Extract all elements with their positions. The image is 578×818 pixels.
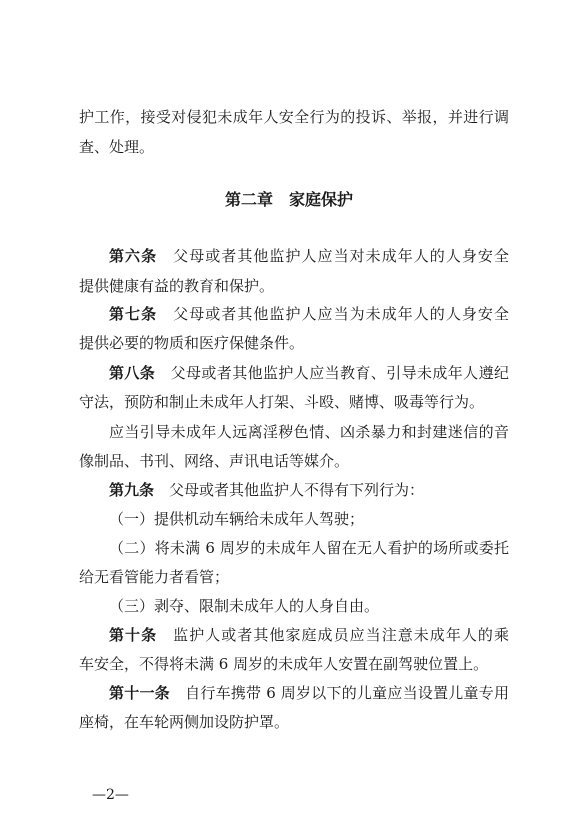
article-7-first-line — [109, 302, 509, 326]
list-item: （一）提供机动车辆给未成年人驾驶； — [109, 510, 365, 528]
article-line: 车安全，不得将未满 6 周岁的未成年人安置在副驾驶位置上。 — [79, 655, 489, 673]
article-label: 第九条 — [109, 481, 155, 499]
article-text: 监护人或者其他家庭成员应当注意未成年人的乘 — [173, 626, 509, 644]
article-label: 第十一条 — [109, 684, 170, 702]
article-line: 像制品、书刊、网络、声讯电话等媒介。 — [79, 452, 350, 470]
article-label: 第八条 — [109, 364, 156, 382]
article-label: 第七条 — [109, 305, 158, 323]
article-11-first-line — [109, 681, 509, 705]
article-line: 提供健康有益的教育和保护。 — [79, 277, 275, 295]
article-text: 父母或者其他监护人应当教育、引导未成年人遵纪 — [170, 364, 509, 382]
article-label: 第六条 — [109, 247, 158, 265]
chapter-title: 第二章 家庭保护 — [224, 190, 353, 209]
article-9-first-line — [109, 478, 509, 502]
intro-line: 护工作，接受对侵犯未成年人安全行为的投诉、举报，并进行调 — [79, 108, 509, 126]
article-6-first-line — [109, 244, 509, 268]
intro-line: 查、处理。 — [79, 138, 155, 156]
article-line: 提供必要的物质和医疗保健条件。 — [79, 334, 305, 352]
article-text: 自行车携带 6 周岁以下的儿童应当设置儿童专用 — [185, 684, 509, 702]
article-line: 座椅，在车轮两侧加设防护罩。 — [79, 713, 290, 731]
article-text: 父母或者其他监护人应当为未成年人的人身安全 — [173, 305, 509, 323]
article-8-first-line — [109, 361, 509, 385]
article-label: 第十条 — [109, 626, 158, 644]
article-10-first-line — [109, 623, 509, 647]
list-item: （二）将未满 6 周岁的未成年人留在无人看护的场所或委托 — [109, 539, 509, 557]
page-number: —2— — [92, 787, 129, 803]
article-text: 父母或者其他监护人应当对未成年人的人身安全 — [173, 247, 509, 265]
article-line: 应当引导未成年人远离淫秽色情、凶杀暴力和封建迷信的音 — [109, 423, 509, 441]
list-item: （三）剥夺、限制未成年人的人身自由。 — [109, 597, 380, 615]
list-item-continuation: 给无看管能力者看管； — [79, 568, 230, 586]
article-line: 守法，预防和制止未成年人打架、斗殴、赌博、吸毒等行为。 — [79, 393, 485, 411]
article-text: 父母或者其他监护人不得有下列行为： — [169, 481, 425, 499]
